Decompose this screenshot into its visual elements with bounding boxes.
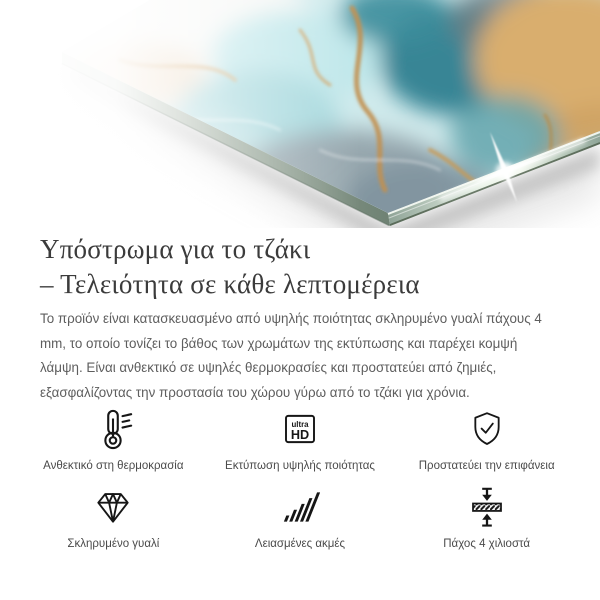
thickness-icon xyxy=(466,485,508,529)
thermometer-icon xyxy=(92,407,134,451)
product-image xyxy=(0,0,600,228)
diagonal-stripes xyxy=(284,492,320,521)
title-line-1: Υπόστρωμα για το τζάκι xyxy=(40,234,311,264)
feature-label: Σκληρυμένο γυαλί xyxy=(67,538,160,550)
ultra-hd-text-bottom: HD xyxy=(290,428,310,443)
feature-label: Προστατεύει την επιφάνεια xyxy=(418,460,555,472)
product-description: Το προϊόν είναι κατασκευασμένο από υψηλής ποιότητας σκληρυμένο γυαλί πάχους 4 mm, το οποίο τονίζει το βάθος των χρωμάτων της εκτύπωσης και παρέχει κομψή λάμψη. Είναι ανθεκτικό σε υψηλές θερμοκρασίες και προστατεύει από ζημιές, εξασφαλίζοντας την προστασία του χώρου γύρω από το τζάκι για χρόνια. xyxy=(40,311,542,400)
feature-tempered-glass xyxy=(20,485,207,551)
feature-ultra-hd-print xyxy=(207,407,394,473)
feature-thickness xyxy=(393,485,580,551)
feature-polished-edges xyxy=(207,485,394,551)
shield-check-icon xyxy=(467,407,507,451)
diamond-icon xyxy=(92,485,134,529)
feature-label: Εκτύπωση υψηλής ποιότητας xyxy=(225,460,375,472)
glare-overlay xyxy=(0,0,360,228)
polished-edges-icon xyxy=(280,485,320,529)
glass-panel-illustration xyxy=(0,0,600,228)
ultra-hd-icon xyxy=(279,407,321,451)
feature-label: Λειασμένες ακμές xyxy=(254,538,346,550)
page-title xyxy=(40,232,560,302)
features-grid xyxy=(20,407,580,551)
feature-label: Ανθεκτικό στη θερμοκρασία xyxy=(43,460,184,472)
feature-temperature-resistant xyxy=(20,407,207,473)
ultra-hd-text-top: ultra xyxy=(291,419,309,429)
content-section xyxy=(0,232,600,551)
feature-label: Πάχος 4 χιλιοστά xyxy=(443,538,531,550)
title-line-2: – Τελειότητα σε κάθε λεπτομέρεια xyxy=(40,269,420,299)
feature-protects-surface xyxy=(393,407,580,473)
